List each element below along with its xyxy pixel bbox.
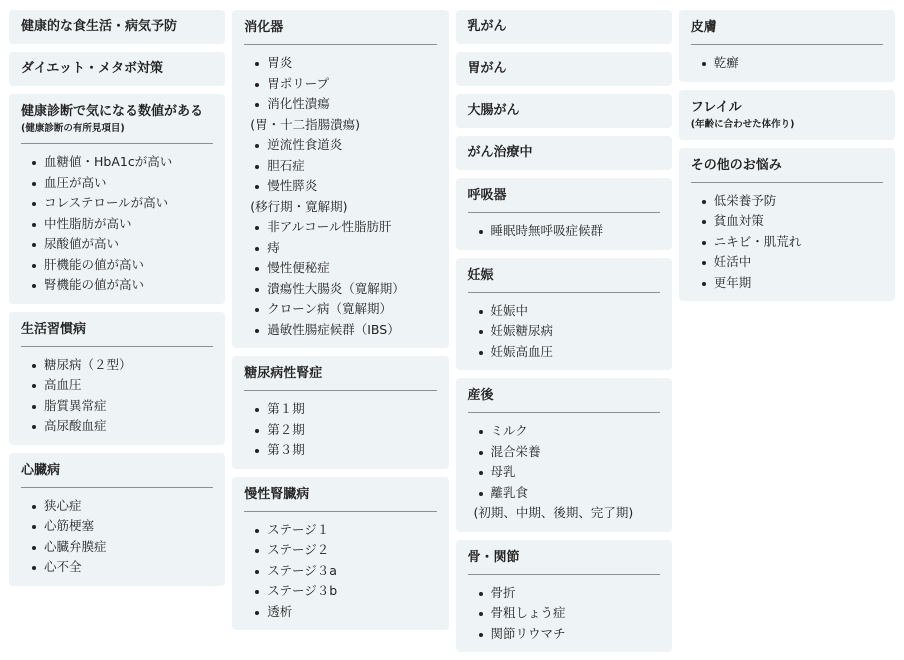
item-list: [21, 496, 213, 578]
card-digestive: [232, 10, 448, 348]
divider: [691, 182, 883, 183]
card-title: 健康的な食生活・病気予防: [21, 19, 178, 34]
list-item[interactable]: 骨粗しょう症: [479, 603, 660, 624]
list-item[interactable]: ステージ３b: [255, 581, 436, 602]
list-item[interactable]: 高血圧: [32, 375, 213, 396]
list-item[interactable]: 狭心症: [32, 496, 213, 517]
list-item-note: (移行期・寛解期): [250, 198, 348, 214]
list-item[interactable]: 妊活中: [702, 252, 883, 273]
list-item[interactable]: 肝機能の値が高い: [32, 255, 213, 276]
list-item-note: (初期、中期、後期、完了期): [473, 505, 634, 520]
list-item[interactable]: 過敏性腸症候群（IBS）: [255, 320, 436, 341]
card-chronic-kidney-disease: [232, 477, 448, 631]
list-item[interactable]: 慢性便秘症: [255, 258, 436, 279]
item-list: [21, 152, 213, 296]
item-list: [468, 221, 660, 242]
card-colon-cancer[interactable]: [456, 94, 672, 128]
list-item[interactable]: 第２期: [255, 420, 436, 441]
card-title: その他のお悩み: [690, 157, 782, 173]
card-breast-cancer[interactable]: [456, 10, 672, 44]
card-title: 産後: [467, 388, 494, 403]
item-list: [468, 583, 660, 645]
column-4: [679, 10, 895, 652]
item-list: [21, 355, 213, 437]
card-subtitle: (健康診断の有所見項目): [21, 123, 125, 134]
item-list: [244, 399, 436, 461]
card-pregnancy: [456, 258, 672, 371]
card-bones-joints: [456, 540, 672, 653]
list-item[interactable]: 第１期: [255, 399, 436, 420]
item-list: [244, 520, 436, 623]
item-list: [244, 53, 436, 340]
card-stomach-cancer[interactable]: [456, 52, 672, 86]
list-item[interactable]: 非アルコール性脂肪肝: [255, 217, 436, 238]
list-item[interactable]: 睡眠時無呼吸症候群: [479, 221, 660, 242]
card-healthy-diet[interactable]: [9, 10, 225, 44]
list-item[interactable]: 腎機能の値が高い: [32, 275, 213, 296]
divider: [468, 212, 660, 213]
list-item[interactable]: 血糖値・HbA1cが高い: [32, 152, 213, 173]
item-list: [468, 301, 660, 363]
item-list: [468, 421, 660, 524]
card-frailty[interactable]: [679, 90, 895, 140]
divider: [244, 44, 436, 45]
card-title: 慢性腎臓病: [244, 486, 310, 502]
list-item[interactable]: 貧血対策: [702, 211, 883, 232]
divider: [244, 511, 436, 512]
list-item[interactable]: ステージ１: [255, 520, 436, 541]
list-item[interactable]: 糖尿病（２型）: [32, 355, 213, 376]
list-item[interactable]: 妊娠高血圧: [479, 342, 660, 363]
card-cancer-treatment[interactable]: [456, 136, 672, 170]
list-item[interactable]: 母乳: [479, 462, 660, 483]
list-item[interactable]: クローン病（寛解期）: [255, 299, 436, 320]
card-lifestyle-disease: [9, 312, 225, 445]
list-item-note: (胃・十二指腸潰瘍): [250, 116, 361, 132]
card-title: 消化器: [244, 20, 284, 35]
card-skin: [679, 10, 895, 82]
divider: [244, 390, 436, 391]
card-title: 骨・関節: [467, 549, 520, 565]
list-item[interactable]: 混合栄養: [479, 442, 660, 463]
list-item[interactable]: ニキビ・肌荒れ: [702, 232, 883, 253]
divider: [468, 412, 660, 413]
card-title: フレイル: [690, 99, 742, 115]
list-item[interactable]: 妊娠糖尿病: [479, 321, 660, 342]
card-title: ダイエット・メタボ対策: [21, 61, 163, 76]
item-list: [691, 53, 883, 74]
column-1: [9, 10, 225, 652]
divider: [468, 574, 660, 575]
card-diabetic-nephropathy: [232, 356, 448, 469]
card-title: 大腸がん: [467, 103, 520, 118]
card-postpartum: [456, 378, 672, 532]
list-item[interactable]: ステージ３a: [255, 561, 436, 582]
list-item[interactable]: 中性脂肪が高い: [32, 214, 213, 235]
list-item[interactable]: 胃ポリープ: [255, 74, 436, 95]
list-item[interactable]: 乾癬: [702, 53, 883, 74]
list-item[interactable]: 脂質異常症: [32, 396, 213, 417]
card-title: 皮膚: [690, 20, 717, 35]
card-title: 心臓病: [21, 462, 61, 478]
divider: [21, 143, 213, 144]
list-item[interactable]: ステージ２: [255, 540, 436, 561]
card-title: 糖尿病性腎症: [244, 366, 323, 381]
list-item[interactable]: 慢性膵炎: [255, 176, 436, 197]
list-item[interactable]: 心臓弁膜症: [32, 537, 213, 558]
card-title: 呼吸器: [467, 188, 507, 203]
card-title: 乳がん: [467, 19, 507, 34]
list-item[interactable]: 高尿酸血症: [32, 416, 213, 437]
item-list: [691, 191, 883, 294]
card-heart-disease: [9, 453, 225, 586]
divider: [468, 292, 660, 293]
card-respiratory: [456, 178, 672, 250]
list-item[interactable]: 骨折: [479, 583, 660, 604]
list-item[interactable]: 妊娠中: [479, 301, 660, 322]
list-item[interactable]: 透析: [255, 602, 436, 623]
card-title: がん治療中: [467, 145, 533, 160]
card-other-concerns: [679, 148, 895, 302]
card-diet-metabo[interactable]: [9, 52, 225, 86]
list-item[interactable]: 更年期: [702, 273, 883, 294]
list-item[interactable]: 第３期: [255, 440, 436, 461]
list-item[interactable]: 胆石症: [255, 156, 436, 177]
list-item[interactable]: 低栄養予防: [702, 191, 883, 212]
list-item[interactable]: 尿酸値が高い: [32, 234, 213, 255]
column-3: [456, 10, 672, 652]
list-item[interactable]: 心不全: [32, 557, 213, 578]
card-title: 胃がん: [467, 61, 507, 76]
list-item[interactable]: 潰瘍性大腸炎（寛解期）: [255, 279, 436, 300]
column-2: [232, 10, 448, 652]
card-health-checkup: [9, 94, 225, 304]
list-item[interactable]: 心筋梗塞: [32, 516, 213, 537]
list-item[interactable]: 胃炎: [255, 53, 436, 74]
list-item[interactable]: ミルク: [479, 421, 660, 442]
divider: [691, 44, 883, 45]
divider: [21, 346, 213, 347]
card-subtitle: (年齢に合わせた体作り): [690, 118, 795, 130]
list-item[interactable]: 痔: [255, 238, 436, 259]
divider: [21, 487, 213, 488]
list-item[interactable]: 消化性潰瘍: [255, 94, 436, 115]
card-title: 生活習慣病: [21, 321, 87, 337]
list-item[interactable]: 逆流性食道炎: [255, 135, 436, 156]
card-title: 妊娠: [467, 267, 494, 283]
card-title: 健康診断で気になる数値がある: [21, 104, 204, 119]
list-item[interactable]: 離乳食: [479, 483, 660, 504]
list-item[interactable]: 関節リウマチ: [479, 624, 660, 645]
list-item[interactable]: コレステロールが高い: [32, 193, 213, 214]
list-item[interactable]: 血圧が高い: [32, 173, 213, 194]
